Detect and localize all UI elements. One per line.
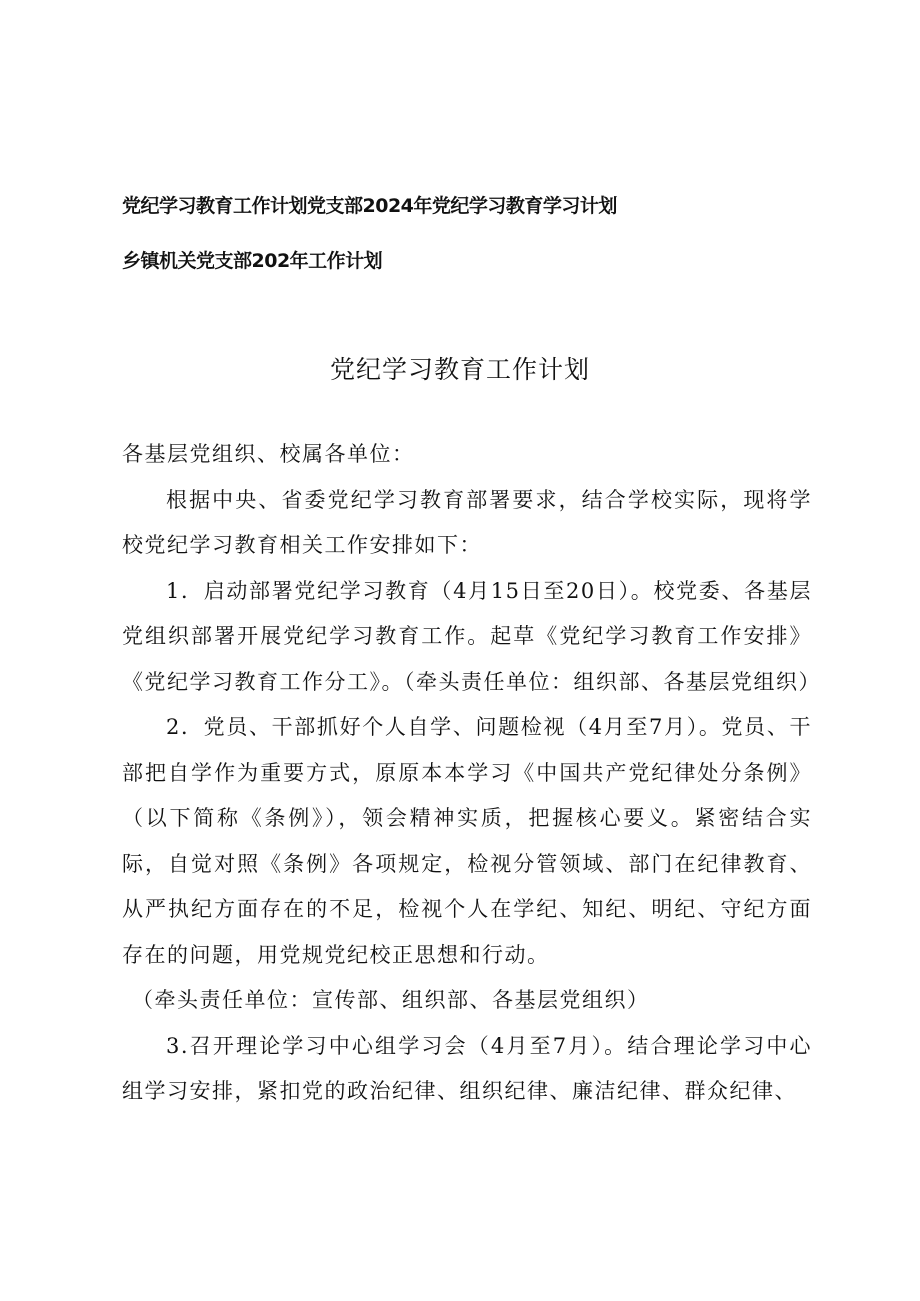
intro-paragraph: 根据中央、省委党纪学习教育部署要求，结合学校实际，现将学校党纪学习教育相关工作安排如下：: [122, 487, 812, 557]
item-3-paragraph: 3.召开理论学习中心组学习会（4月至7月）。结合理论学习中心组学习安排，紧扣党的政治纪律、组织纪律、廉洁纪律、群众纪律、: [122, 1033, 812, 1103]
document-heading-line-2: 乡镇机关党支部202年工作计划: [122, 250, 383, 272]
item-2-responsible-note: （牵头责任单位：宣传部、组织部、各基层党组织）: [132, 988, 650, 1012]
item-2-paragraph: 2．党员、干部抓好个人自学、问题检视（4月至7月）。党员、干部把自学作为重要方式，原原本本学习《中国共产党纪律处分条例》（以下简称《条例》），领会精神实质，把握核心要义。紧密结合实际，自觉对照《条例》各项规定，检视分管领域、部门在纪律教育、从严执纪方面存在的不足，检视个人在学纪、知纪、明纪、守纪方面存在的问题，用党规党纪校正思想和行动。: [122, 715, 812, 967]
item-1-paragraph: 1．启动部署党纪学习教育（4月15日至20日）。校党委、各基层党组织部署开展党纪学习教育工作。起草《党纪学习教育工作安排》《党纪学习教育工作分工》。（牵头责任单位：组织部、各基层党组织）: [122, 578, 821, 694]
salutation: 各基层党组织、校属各单位：: [122, 442, 415, 466]
document-heading-line-1: 党纪学习教育工作计划党支部2024年党纪学习教育学习计划: [122, 195, 617, 217]
document-title: 党纪学习教育工作计划: [329, 355, 590, 384]
document-body: [122, 432, 821, 1115]
